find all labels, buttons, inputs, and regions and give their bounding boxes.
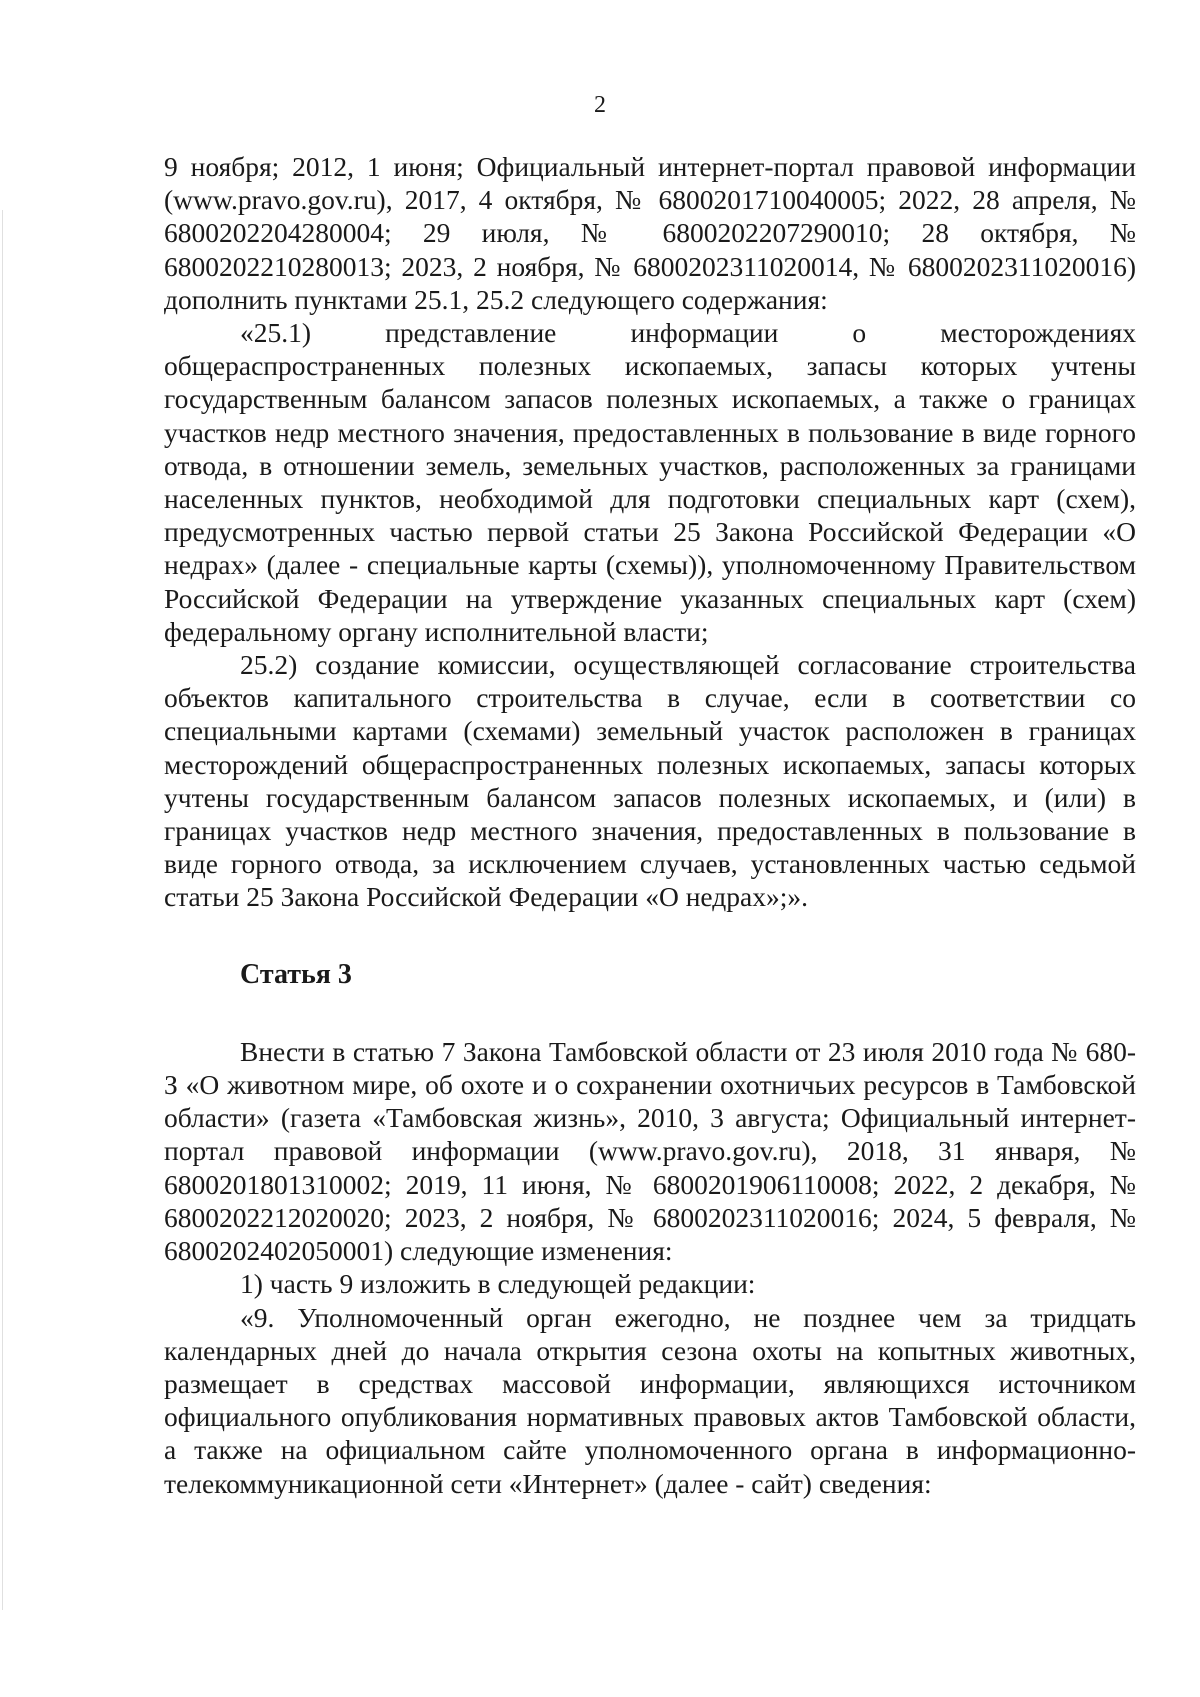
paragraph-intro: 9 ноября; 2012, 1 июня; Официальный интернет-портал правовой информации (www.pravo.gov.ru), 2017, 4 октября, № 6800201710040005; 2022, 28 апреля, № 6800202204280004; 29 июля, № 6800202207290010; 28 октября, № 6800202210280013; 2023, 2 ноября, № 6800202311020014, № 6800202311020016) дополнить пунктами 25.1, 25.2 следующего содержания: [164,151,1136,315]
paragraph-article-3-item-1: 1) часть 9 изложить в следующей редакции: [240,1268,756,1300]
paragraph-item-25-2: 25.2) создание комиссии, осуществляющей согласование строительства объектов капитального строительства в случае, если в соответствии со специальными картами (схемами) земельный участок расположен в границах месторождений общераспространенных полезных ископаемых, запасы которых учтены государственным балансом запасов полезных ископаемых, и (или) в границах участков недр местного значения, предоставленных в пользование в виде горного отвода, за исключением случаев, установленных частью седьмой статьи 25 Закона Российской Федерации «О недрах»;». [164,649,1136,913]
paragraph-article-3-part-9: «9. Уполномоченный орган ежегодно, не позднее чем за тридцать календарных дней до начала открытия сезона охоты на копытных животных, размещает в средствах массовой информации, являющихся источником официального опубликования нормативных правовых актов Тамбовской области, а также на официальном сайте уполномоченного органа в информационно-телекоммуникационной сети «Интернет» (далее - сайт) сведения: [164,1301,1136,1499]
page-number: 2 [594,92,606,118]
document-body [164,150,1136,1500]
paragraph-item-25-1: «25.1) представление информации о месторождениях общераспространенных полезных ископаемых, запасы которых учтены государственным балансом запасов полезных ископаемых, а также о границах участков недр местного значения, предоставленных в пользование в виде горного отвода, в отношении земель, земельных участков, расположенных за границами населенных пунктов, необходимой для подготовки специальных карт (схем), предусмотренных частью первой статьи 25 Закона Российской Федерации «О недрах» (далее - специальные карты (схемы)), уполномоченному Правительством Российской Федерации на утверждение указанных специальных карт (схем) федеральному органу исполнительной власти; [164,317,1136,647]
article-heading: Статья 3 [240,958,352,990]
scan-edge-line [2,210,3,1610]
paragraph-article-3-intro: Внести в статью 7 Закона Тамбовской области от 23 июля 2010 года № 680-З «О животном мире, об охоте и о сохранении охотничьих ресурсов в Тамбовской области» (газета «Тамбовская жизнь», 2010, 3 августа; Официальный интернет-портал правовой информации (www.pravo.gov.ru), 2018, 31 января, № 6800201801310002; 2019, 11 июня, № 6800201906110008; 2022, 2 декабря, № 6800202212020020; 2023, 2 ноября, № 6800202311020016; 2024, 5 февраля, № 6800202402050001) следующие изменения: [164,1035,1136,1267]
